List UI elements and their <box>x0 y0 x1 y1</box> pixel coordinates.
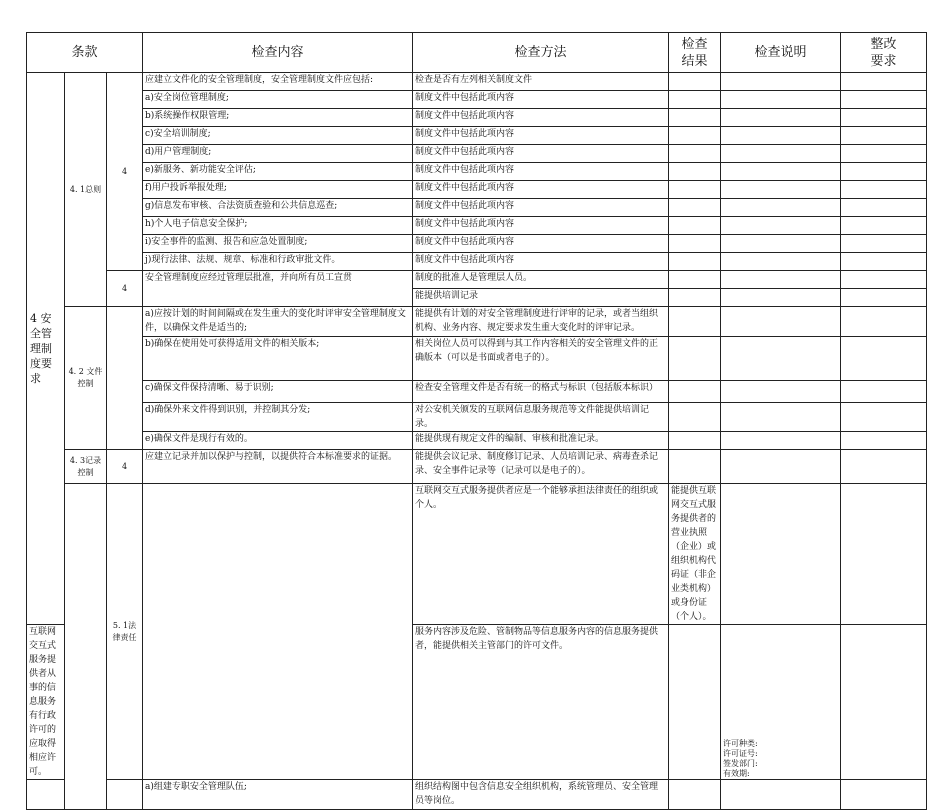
score-cell <box>107 307 143 450</box>
score-cell <box>143 484 413 780</box>
note-cell[interactable] <box>721 145 841 163</box>
score-cell <box>107 780 143 810</box>
method-cell: 能提供现有规定文件的编制、审核和批准记录。 <box>413 432 669 450</box>
header-content: 检查内容 <box>143 33 413 73</box>
section-5-title <box>65 484 107 810</box>
method-cell: 制度的批准人是管理层人员。 <box>413 271 669 289</box>
method-cell: 制度文件中包括此项内容 <box>413 181 669 199</box>
content-cell: c)确保文件保持清晰、易于识别; <box>143 381 413 403</box>
clause-4-3-label: 4. 3记录控制 <box>65 450 107 484</box>
result-cell[interactable] <box>669 253 721 271</box>
note-cell[interactable] <box>721 235 841 253</box>
content-cell: d)用户管理制度; <box>143 145 413 163</box>
result-cell[interactable] <box>669 432 721 450</box>
clause-4-1-label: 4. 1总则 <box>65 73 107 307</box>
note-cell[interactable] <box>721 307 841 337</box>
result-cell[interactable] <box>669 217 721 235</box>
content-cell: 应建立记录并加以保护与控制，以提供符合本标准要求的证据。 <box>143 450 413 484</box>
content-cell: c)安全培训制度; <box>143 127 413 145</box>
method-cell: 服务内容涉及危险、管制物品等信息服务内容的信息服务提供者，能提供相关主管部门的许可文件。 <box>413 625 669 780</box>
result-cell[interactable] <box>669 199 721 217</box>
rectify-cell[interactable] <box>841 625 927 780</box>
rectify-cell[interactable] <box>841 307 927 337</box>
rectify-cell[interactable] <box>841 217 927 235</box>
inspection-table <box>26 32 927 810</box>
content-cell: b)确保在使用处可获得适用文件的相关版本; <box>143 337 413 381</box>
result-cell[interactable] <box>669 109 721 127</box>
rectify-cell[interactable] <box>841 91 927 109</box>
note-cell[interactable] <box>721 780 841 810</box>
rectify-cell[interactable] <box>841 127 927 145</box>
method-cell: 制度文件中包括此项内容 <box>413 199 669 217</box>
method-cell: 对公安机关颁发的互联网信息服务规范等文件能提供培训记录。 <box>413 403 669 432</box>
result-cell[interactable] <box>669 127 721 145</box>
clause-4-2-label: 4. 2 文件控制 <box>65 307 107 450</box>
note-cell[interactable] <box>721 450 841 484</box>
result-cell[interactable] <box>669 91 721 109</box>
method-cell: 检查是否有左列相关制度文件 <box>413 73 669 91</box>
rectify-cell[interactable] <box>841 381 927 403</box>
header-note: 检查说明 <box>721 33 841 73</box>
note-cell[interactable] <box>721 381 841 403</box>
license-field-label: 签发部门: <box>723 759 758 768</box>
note-cell[interactable] <box>721 109 841 127</box>
method-cell: 制度文件中包括此项内容 <box>413 91 669 109</box>
content-cell: g)信息发布审核、合法资质查验和公共信息巡查; <box>143 199 413 217</box>
content-cell: 应建立文件化的安全管理制度，安全管理制度文件应包括: <box>143 73 413 91</box>
rectify-cell[interactable] <box>841 253 927 271</box>
content-cell: i)安全事件的监测、报告和应急处置制度; <box>143 235 413 253</box>
content-cell: h)个人电子信息安全保护; <box>143 217 413 235</box>
method-cell: 能提供互联网交互式服务提供者的营业执照（企业）或组织机构代码证（非企业类机构）或身份证（个人）。 <box>669 484 721 625</box>
method-cell: 制度文件中包括此项内容 <box>413 127 669 145</box>
rectify-cell[interactable] <box>841 337 927 381</box>
method-cell: 制度文件中包括此项内容 <box>413 145 669 163</box>
content-cell: 互联网交互式服务提供者应是一个能够承担法律责任的组织或个人。 <box>413 484 669 625</box>
method-cell: 制度文件中包括此项内容 <box>413 253 669 271</box>
license-field-label: 许可种类: <box>723 739 758 748</box>
rectify-cell[interactable] <box>841 271 927 289</box>
method-cell: 能提供有计划的对安全管理制度进行评审的记录，或者当组织机构、业务内容、规定要求发生重大变化时的评审记录。 <box>413 307 669 337</box>
content-cell: 互联网交互式服务提供者从事的信息服务有行政许可的应取得相应许可。 <box>27 625 65 780</box>
rectify-cell[interactable] <box>841 432 927 450</box>
result-cell[interactable] <box>669 307 721 337</box>
rectify-cell[interactable] <box>841 450 927 484</box>
content-cell: a)安全岗位管理制度; <box>143 91 413 109</box>
result-cell[interactable] <box>721 484 841 625</box>
result-cell[interactable] <box>669 235 721 253</box>
method-cell: 制度文件中包括此项内容 <box>413 217 669 235</box>
rectify-cell[interactable] <box>841 73 927 91</box>
content-cell: b)系统操作权限管理; <box>143 109 413 127</box>
note-cell[interactable] <box>841 484 927 625</box>
method-cell: 相关岗位人员可以得到与其工作内容相关的安全管理文件的正确版本（可以是书面或者电子的）。 <box>413 337 669 381</box>
rectify-cell[interactable] <box>841 403 927 432</box>
content-cell: j)现行法律、法规、规章、标准和行政审批文件。 <box>143 253 413 271</box>
license-field-label: 有效期: <box>723 769 750 778</box>
result-cell[interactable] <box>669 271 721 289</box>
clause-4-3-score: 4 <box>107 450 143 484</box>
rectify-cell[interactable] <box>841 199 927 217</box>
result-cell[interactable] <box>669 145 721 163</box>
rectify-cell[interactable] <box>841 145 927 163</box>
method-cell: 制度文件中包括此项内容 <box>413 163 669 181</box>
content-cell: 安全管理制度应经过管理层批准，并向所有员工宣贯 <box>143 271 413 307</box>
result-cell[interactable] <box>669 450 721 484</box>
note-cell[interactable] <box>721 271 841 289</box>
content-cell: e)新服务、新功能安全评估; <box>143 163 413 181</box>
header-clause: 条款 <box>27 33 143 73</box>
method-cell: 能提供培训记录 <box>413 289 669 307</box>
result-cell[interactable] <box>669 181 721 199</box>
header-rectify: 整改 要求 <box>841 33 927 73</box>
result-cell[interactable] <box>669 403 721 432</box>
note-cell[interactable] <box>721 217 841 235</box>
note-cell[interactable] <box>721 253 841 271</box>
result-cell[interactable] <box>669 337 721 381</box>
clause-4-1-score-b: 4 <box>107 271 143 307</box>
rectify-cell[interactable] <box>841 181 927 199</box>
method-cell: 检查安全管理文件是否有统一的格式与标识（包括版本标识） <box>413 381 669 403</box>
method-cell: 能提供会议记录、制度修订记录、人员培训记录、病毒查杀记录、安全事件记录等（记录可以是电子的）。 <box>413 450 669 484</box>
method-cell: 制度文件中包括此项内容 <box>413 109 669 127</box>
section-4-title: 4 安全管理制度要求 <box>27 73 65 625</box>
result-cell[interactable] <box>669 289 721 307</box>
clause-5-1-label: 5. 1法律责任 <box>107 484 143 780</box>
result-cell[interactable] <box>669 381 721 403</box>
content-cell: d)确保外来文件得到识别，并控制其分发; <box>143 403 413 432</box>
note-cell[interactable] <box>721 432 841 450</box>
inspection-sheet <box>26 32 926 810</box>
note-cell[interactable] <box>721 199 841 217</box>
note-cell[interactable] <box>721 403 841 432</box>
rectify-cell[interactable] <box>841 163 927 181</box>
note-cell[interactable] <box>721 181 841 199</box>
clause-5-2-label <box>27 780 65 810</box>
note-cell[interactable] <box>721 337 841 381</box>
method-cell: 组织结构图中包含信息安全组织机构，系统管理员、安全管理员等岗位。 <box>413 780 669 810</box>
note-cell[interactable] <box>721 127 841 145</box>
content-cell: f)用户投诉举报处理; <box>143 181 413 199</box>
method-cell: 制度文件中包括此项内容 <box>413 235 669 253</box>
result-cell[interactable] <box>669 625 721 780</box>
note-cell[interactable] <box>721 625 841 780</box>
result-cell[interactable] <box>669 780 721 810</box>
note-cell[interactable] <box>721 289 841 307</box>
content-cell: e)确保文件是现行有效的。 <box>143 432 413 450</box>
rectify-cell[interactable] <box>841 235 927 253</box>
header-result: 检查 结果 <box>669 33 721 73</box>
note-cell[interactable] <box>721 163 841 181</box>
license-field-label: 许可证号: <box>723 749 758 758</box>
rectify-cell[interactable] <box>841 289 927 307</box>
content-cell: a)应按计划的时间间隔或在发生重大的变化时评审安全管理制度文件，以确保文件是适当的; <box>143 307 413 337</box>
rectify-cell[interactable] <box>841 109 927 127</box>
rectify-cell[interactable] <box>841 780 927 810</box>
clause-4-1-score: 4 <box>107 73 143 271</box>
note-cell[interactable] <box>721 73 841 91</box>
note-cell[interactable] <box>721 91 841 109</box>
header-method: 检查方法 <box>413 33 669 73</box>
result-cell[interactable] <box>669 163 721 181</box>
content-cell: a)组建专职安全管理队伍; <box>143 780 413 810</box>
result-cell[interactable] <box>669 73 721 91</box>
